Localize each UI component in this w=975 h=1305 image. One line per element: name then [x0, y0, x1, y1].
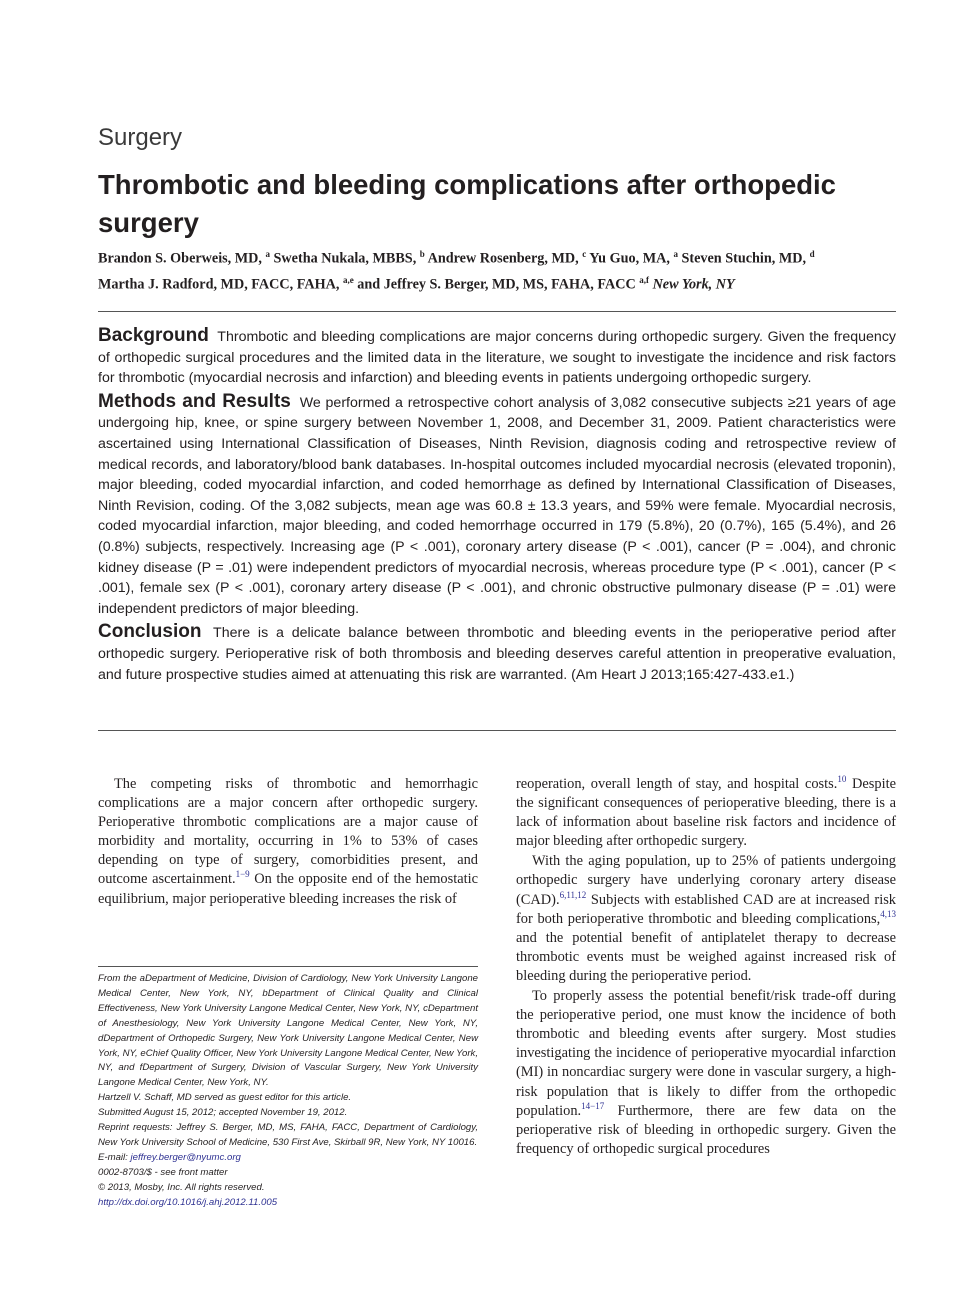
- body-text: Furthermore, there are few data on the perioperative risk of bleeding in orthopedic surgery. Given the frequency of orthopedic surgical procedures: [516, 1102, 896, 1157]
- body-paragraph: [516, 852, 896, 986]
- author-name: Yu Guo, MA,: [589, 250, 670, 267]
- author-name: Brandon S. Oberweis, MD,: [98, 250, 262, 267]
- body-paragraph: [98, 775, 478, 909]
- email-link[interactable]: jeffrey.berger@nyumc.org: [130, 1151, 241, 1163]
- body-text: On the opposite end of the hemostatic equilibrium, major perioperative bleeding increases the risk of: [98, 871, 478, 907]
- body-column-right: [516, 775, 896, 1159]
- author-list: [98, 244, 898, 295]
- footnote-rule: [98, 966, 478, 967]
- abstract: [98, 326, 896, 688]
- body-paragraph: [516, 775, 896, 851]
- author-name: Andrew Rosenberg, MD,: [427, 250, 579, 267]
- article-title: Thrombotic and bleeding complications after orthopedic surgery: [98, 169, 836, 238]
- body-column-left: [98, 775, 478, 909]
- affiliation-marker: a,f: [639, 274, 650, 285]
- reference-link[interactable]: 14−17: [581, 1100, 605, 1111]
- abstract-text: Thrombotic and bleeding complications are major concerns during orthopedic surgery. Given the frequency of orthopedic surgical procedures and the limited data in the literature, we sought to investigate the incidence and risk factors for thrombotic (myocardial necrosis and infarction) and bleeding events in patients undergoing orthopedic surgery.: [98, 329, 897, 387]
- abstract-background: [98, 326, 896, 389]
- author-conjunction: and: [357, 276, 381, 293]
- abstract-heading: Conclusion: [98, 621, 202, 643]
- author-name: Swetha Nukala, MBBS,: [273, 250, 417, 267]
- email-label: E-mail:: [98, 1151, 128, 1163]
- reprint-requests: Reprint requests: Jeffrey S. Berger, MD, MS, FAHA, FACC, Department of Cardiology, New York University School of Medicine, 530 First Ave, Skirball 9R, New York, NY 10016.: [98, 1122, 478, 1148]
- editor-footnote: Hartzell V. Schaff, MD served as guest editor for this article.: [98, 1092, 352, 1104]
- abstract-text: There is a delicate balance between thrombotic and bleeding events in the perioperative period after orthopedic surgery. Perioperative risk of both thrombosis and bleeding deserves careful attention in preoperative evaluation, and future prospective studies aimed at attenuating this risk are warranted. (Am Heart J 2013;165:427-433.e1.): [98, 625, 896, 683]
- affiliation-marker: a,e: [342, 274, 354, 285]
- body-text: With the aging population, up to 25% of patients undergoing orthopedic surgery have underlying coronary artery disease (CAD).: [516, 853, 896, 908]
- affiliation-footnote: From the aDepartment of Medicine, Division of Cardiology, New York University Langone Medical Center, New York, NY, bDepartment of Clinical Quality and Clinical Effectiveness, New York University Langone Medical Center, New York, NY, cDepartment of Anesthesiology, New York University Langone Medical Center, New York, NY, dDepartment of Orthopedic Surgery, New York University Langone Medical Center, New York, NY, eChief Quality Officer, New York University Langone Medical Center, New York, NY, and fDepartment of Surgery, Division of Vascular Surgery, New York University Langone Medical Center, New York, NY.: [98, 973, 478, 1089]
- section-label: Surgery: [98, 124, 183, 151]
- affiliation-marker: a: [265, 249, 270, 259]
- reference-link[interactable]: 10: [837, 774, 847, 785]
- body-text: and the potential benefit of antiplatelet therapy to decrease thrombotic events must be weighed against increased risk of bleeding during the perioperative period.: [516, 929, 896, 984]
- copyright-line: © 2013, Mosby, Inc. All rights reserved.: [98, 1181, 265, 1193]
- email-line: [98, 1151, 478, 1166]
- author-location: New York, NY: [652, 276, 735, 293]
- affiliation-marker: d: [809, 249, 815, 259]
- submission-dates: Submitted August 15, 2012; accepted November 19, 2012.: [98, 1107, 348, 1119]
- abstract-bottom-rule: [98, 730, 896, 731]
- author-name: Jeffrey S. Berger, MD, MS, FAHA, FACC: [383, 276, 636, 293]
- body-text: The competing risks of thrombotic and hemorrhagic complications are a major concern after orthopedic surgery. Perioperative thrombotic complications are a major cause of morbidity and mortality, occurring in 1% to 53% of cases depending on type of surgery, comorbidities present, and outcome ascertainment.: [98, 776, 478, 888]
- abstract-top-rule: [98, 311, 896, 312]
- author-name: Steven Stuchin, MD,: [681, 250, 807, 267]
- body-text: reoperation, overall length of stay, and hospital costs.: [516, 776, 838, 792]
- abstract-heading: Background: [98, 325, 209, 346]
- reference-link[interactable]: 1−9: [235, 869, 250, 880]
- abstract-text: We performed a retrospective cohort analysis of 3,082 consecutive subjects ≥21 years of age undergoing hip, knee, or spine surgery between November 1, 2008, and December 31, 2009. Patient characteristics were ascertained using International Classification of Diseases, Ninth Revision, diagnosis coding and retrospective review of medical records, and laboratory/blood bank databases. In-hospital outcomes included myocardial necrosis (elevated troponin), major bleeding, coded myocardial infarction, and coded hemorrhage as defined by International Classification of Diseases, Ninth Revision, coding. Of the 3,082 subjects, mean age was 60.8 ± 13.3 years, and 59% were female. Myocardial necrosis, coded myocardial infarction, major bleeding, and coded hemorrhage occurred in 179 (5.8%), 20 (0.7%), 165 (5.4%), and 26 (0.8%) subjects, respectively. Increasing age (P < .001), coronary artery disease (P < .001), cancer (P = .004), and chronic kidney disease (P = .01) were independent predictors of myocardial necrosis, whereas procedure type (P < .001), cancer (P < .001), female sex (P < .001), coronary artery disease (P < .001), and chronic obstructive pulmonary disease (P = .01) were independent predictors of major bleeding.: [98, 394, 896, 617]
- body-text: Subjects with established CAD are at increased risk for both perioperative thrombotic and bleeding complications,: [516, 891, 896, 927]
- footnotes: [98, 972, 478, 1211]
- abstract-methods: [98, 392, 896, 620]
- author-name: Martha J. Radford, MD, FACC, FAHA,: [98, 276, 340, 293]
- affiliation-marker: b: [419, 249, 425, 259]
- reference-link[interactable]: 4,13: [880, 908, 896, 919]
- reference-link[interactable]: 6,11,12: [559, 889, 587, 900]
- doi-link[interactable]: http://dx.doi.org/10.1016/j.ahj.2012.11.005: [98, 1196, 278, 1208]
- issn-line: 0002-8703/$ - see front matter: [98, 1166, 228, 1178]
- body-text: To properly assess the potential benefit/risk trade-off during the perioperative period, one must know the incidence of both thrombotic and bleeding events after surgery. Most studies investigating the incidence of perioperative myocardial infarction (MI) in noncardiac surgery were done in vascular surgery, a high-risk population that is likely to differ from the orthopedic population.: [516, 988, 896, 1119]
- affiliation-marker: a: [673, 249, 678, 259]
- body-text: Despite the significant consequences of perioperative bleeding, there is a lack of information about baseline risk factors and incidence of major bleeding after orthopedic surgery.: [516, 776, 896, 850]
- abstract-conclusion: [98, 622, 896, 685]
- affiliation-marker: c: [582, 249, 587, 259]
- body-paragraph: [516, 987, 896, 1159]
- abstract-heading: Methods and Results: [98, 390, 291, 412]
